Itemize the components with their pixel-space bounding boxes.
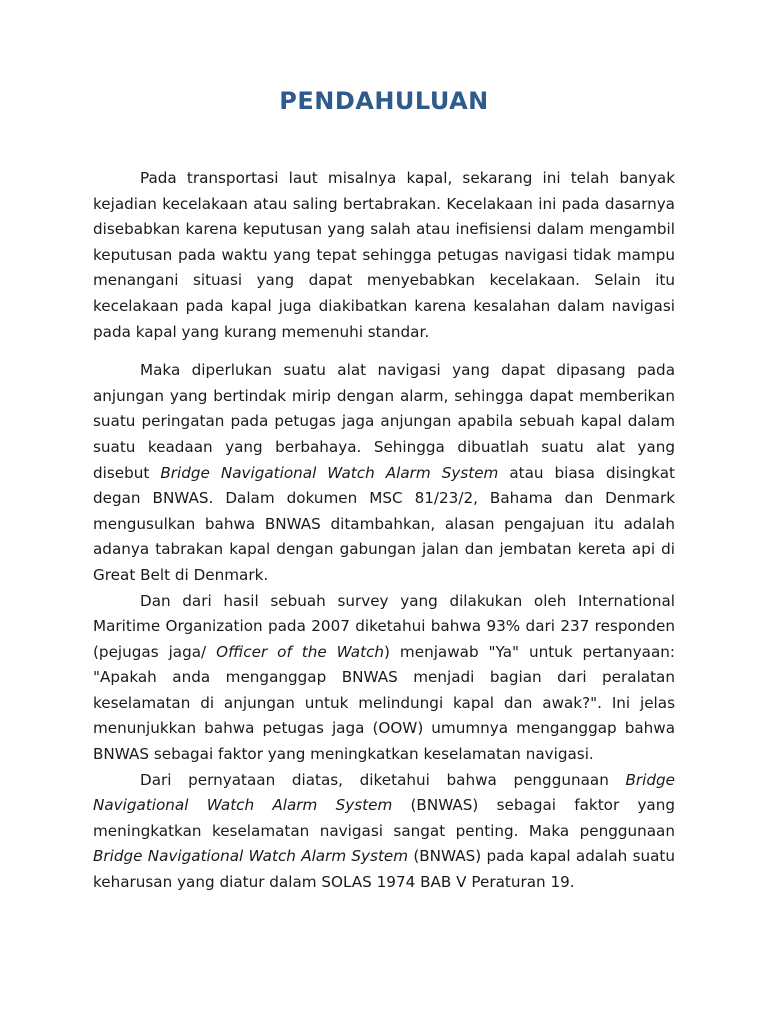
paragraph-1-text: Pada transportasi laut misalnya kapal, sekarang ini telah banyak kejadian kecelakaan atau saling bertabrakan. Kecelakaan ini pada dasarnya disebabkan karena keputusan yang salah atau inefisiensi dalam mengambil keputusan pada waktu yang tepat sehingga petugas navigasi tidak mampu menangani situasi yang dapat menyebabkan kecelakaan. Selain itu kecelakaan pada kapal juga diakibatkan karena kesalahan dalam navigasi pada kapal yang kurang memenuhi standar. [93,169,675,341]
page-title: PENDAHULUAN [279,87,489,115]
paragraph-3-text-c: ) menjawab "Ya" untuk pertanyaan: "Apakah anda menganggap BNWAS menjadi bagian dari peralatan keselamatan di anjungan untuk melindungi kapal dan awak?". Ini jelas menunjukkan bahwa petugas jaga (OOW) umumnya menganggap bahwa BNWAS sebagai faktor yang meningkatkan keselamatan navigasi. [93,642,675,764]
paragraph-4-text-e: (BNWAS) pada kapal adalah suatu keharusan yang diatur dalam SOLAS 1974 BAB V Peraturan 19. [93,847,675,892]
paragraph-2 [93,358,675,588]
paragraph-2-italic-term: Bridge Navigational Watch Alarm System [160,463,499,482]
paragraph-4-text-a: Dari pernyataan diatas, diketahui bahwa penggunaan [140,770,626,789]
paragraph-3 [93,589,675,768]
paragraph-2-text-c: atau biasa disingkat degan BNWAS. Dalam dokumen MSC 81/23/2, Bahama dan Denmark mengusulkan bahwa BNWAS ditambahkan, alasan pengajuan itu adalah adanya tabrakan kapal dengan gabungan jalan dan jembatan kereta api di Great Belt di Denmark. [93,463,675,584]
paragraph-4-italic-term-2: Bridge Navigational Watch Alarm System [93,847,409,866]
paragraph-1 [93,166,675,345]
document-body [93,166,675,896]
paragraph-3-text-a: Dan dari hasil sebuah survey yang dilakukan oleh International Maritime Organization pada 2007 diketahui bahwa 93% dari 237 responden (pejugas jaga/ [93,591,675,661]
paragraph-2-text-a: Maka diperlukan suatu alat navigasi yang dapat dipasang pada anjungan yang bertindak mirip dengan alarm, sehingga dapat memberikan suatu peringatan pada petugas jaga anjungan apabila sebuah kapal dalam suatu keadaan yang berbahaya. Sehingga dibuatlah suatu alat yang disebut [93,361,675,482]
paragraph-4-italic-term-1: Bridge Navigational Watch Alarm System [93,770,675,815]
paragraph-3-italic-term: Officer of the Watch [216,642,385,661]
paragraph-4-text-c: (BNWAS) sebagai faktor yang meningkatkan keselamatan navigasi sangat penting. Maka penggunaan [93,796,676,840]
paragraph-4 [93,768,675,896]
